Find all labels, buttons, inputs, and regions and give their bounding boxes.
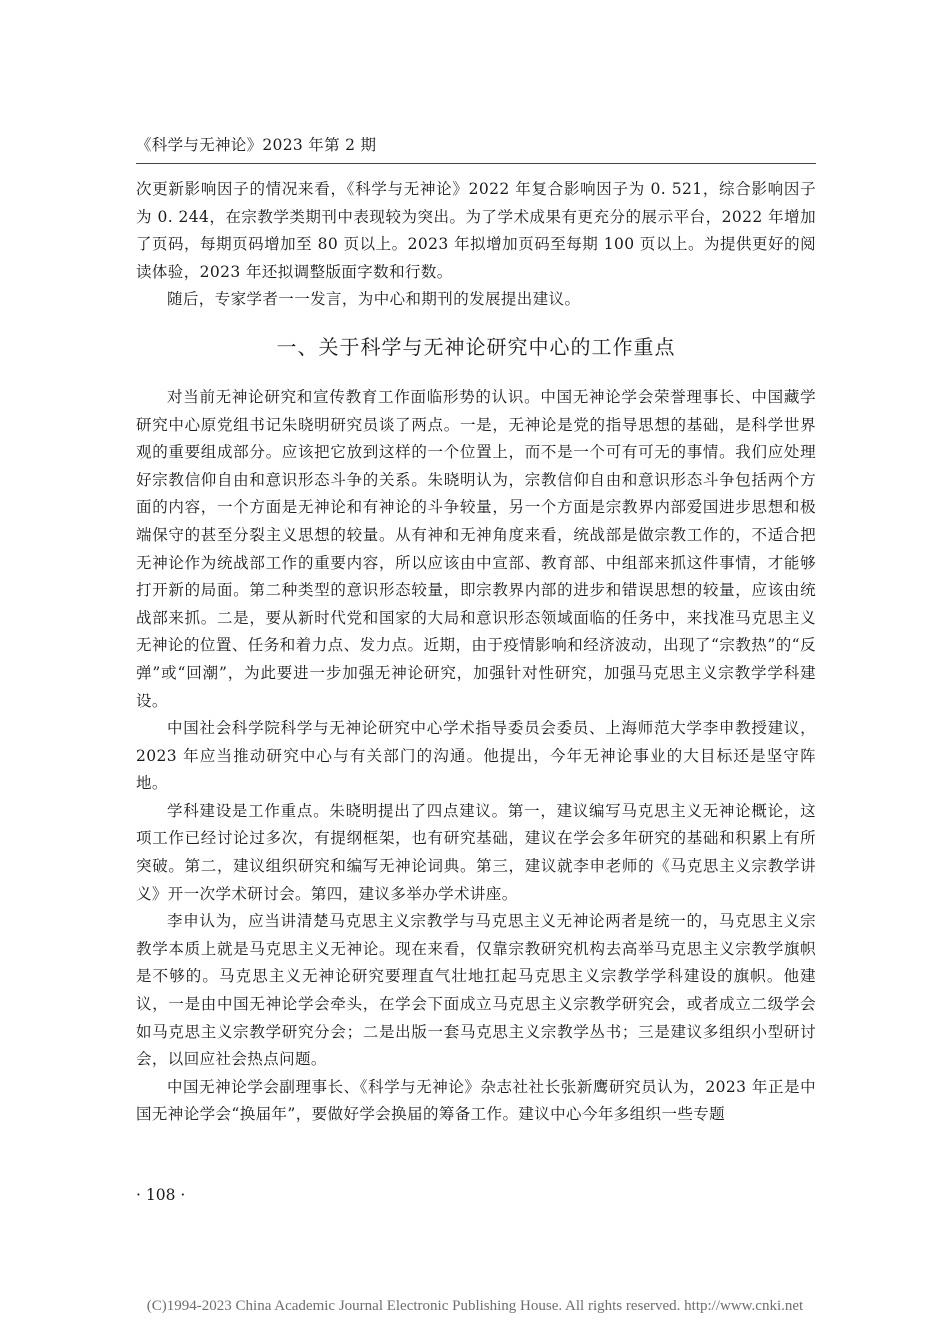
page-number: · 108 ·: [136, 1186, 186, 1204]
header-rule: [136, 163, 816, 164]
paragraph: 中国无神论学会副理事长、《科学与无神论》杂志社社长张新鹰研究员认为，2023 年正是中国无神论学会“换届年”，要做好学会换届的筹备工作。建议中心今年多组织一些专题: [136, 1077, 816, 1124]
article-body: [136, 176, 816, 1129]
paragraph: 李申认为，应当讲清楚马克思主义宗教学与马克思主义无神论两者是统一的，马克思主义宗教学本质上就是马克思主义无神论。现在来看，仅靠宗教研究机构去高举马克思主义宗教学旗帜是不够的。马克思主义无神论研究要理直气壮地扛起马克思主义宗教学学科建设的旗帜。他建议，一是由中国无神论学会牵头，在学会下面成立马克思主义宗教学研究会，或者成立二级学会如马克思主义宗教学研究分会；二是出版一套马克思主义宗教学丛书；三是建议多组织小型研讨会，以回应社会热点问题。: [136, 912, 816, 1069]
paragraph: 对当前无神论研究和宣传教育工作面临形势的认识。中国无神论学会荣誉理事长、中国藏学研究中心原党组书记朱晓明研究员谈了两点。一是，无神论是党的指导思想的基础，是科学世界观的重要组成部分。应该把它放到这样的一个位置上，而不是一个可有可无的事情。我们应处理好宗教信仰自由和意识形态斗争的关系。朱晓明认为，宗教信仰自由和意识形态斗争包括两个方面的内容，一个方面是无神论和有神论的斗争较量，另一个方面是宗教界内部爱国进步思想和极端保守的甚至分裂主义思想的较量。从有神和无神角度来看，统战部是做宗教工作的，不适合把无神论作为统战部工作的重要内容，所以应该由中宣部、教育部、中组部来抓这件事情，才能够打开新的局面。第二种类型的意识形态较量，即宗教界内部的进步和错误思想的较量，应该由统战部来抓。二是，要从新时代党和国家的大局和意识形态领域面临的任务中，来找准马克思主义无神论的位置、任务和着力点、发力点。近期，由于疫情影响和经济波动，出现了“宗教热”的“反弹”或“回潮”，为此要进一步加强无神论研究，加强针对性研究，加强马克思主义宗教学学科建设。: [136, 387, 816, 710]
paragraph: 学科建设是工作重点。朱晓明提出了四点建议。第一，建议编写马克思主义无神论概论，这项工作已经讨论过多次，有提纲框架，也有研究基础，建议在学会多年研究的基础和积累上有所突破。第二，建议组织研究和编写无神论词典。第三，建议就李申老师的《马克思主义宗教学讲义》开一次学术研讨会。第四，建议多举办学术讲座。: [136, 801, 816, 903]
paragraph: 中国社会科学院科学与无神论研究中心学术指导委员会委员、上海师范大学李申教授建议，2023 年应当推动研究中心与有关部门的沟通。他提出，今年无神论事业的大目标还是坚守阵地。: [136, 719, 816, 793]
copyright-footer: (C)1994-2023 China Academic Journal Electronic Publishing House. All rights reserved. http://www.cnki.net: [146, 1298, 804, 1314]
running-header: 《科学与无神论》2023 年第 2 期: [136, 136, 377, 154]
section-heading: 一、关于科学与无神论研究中心的工作重点: [276, 334, 676, 359]
paragraph-continued: 次更新影响因子的情况来看，《科学与无神论》2022 年复合影响因子为 0. 521，综合影响因子为 0. 244，在宗教学类期刊中表现较为突出。为了学术成果有更充分的展示平台，2022 年增加了页码，每期页码增加至 80 页以上。2023 年拟增加页码至每期 100 页以上。为提供更好的阅读体验，2023 年还拟调整版面字数和行数。: [136, 180, 816, 281]
paragraph: 随后，专家学者一一发言，为中心和期刊的发展提出建议。: [167, 290, 581, 309]
